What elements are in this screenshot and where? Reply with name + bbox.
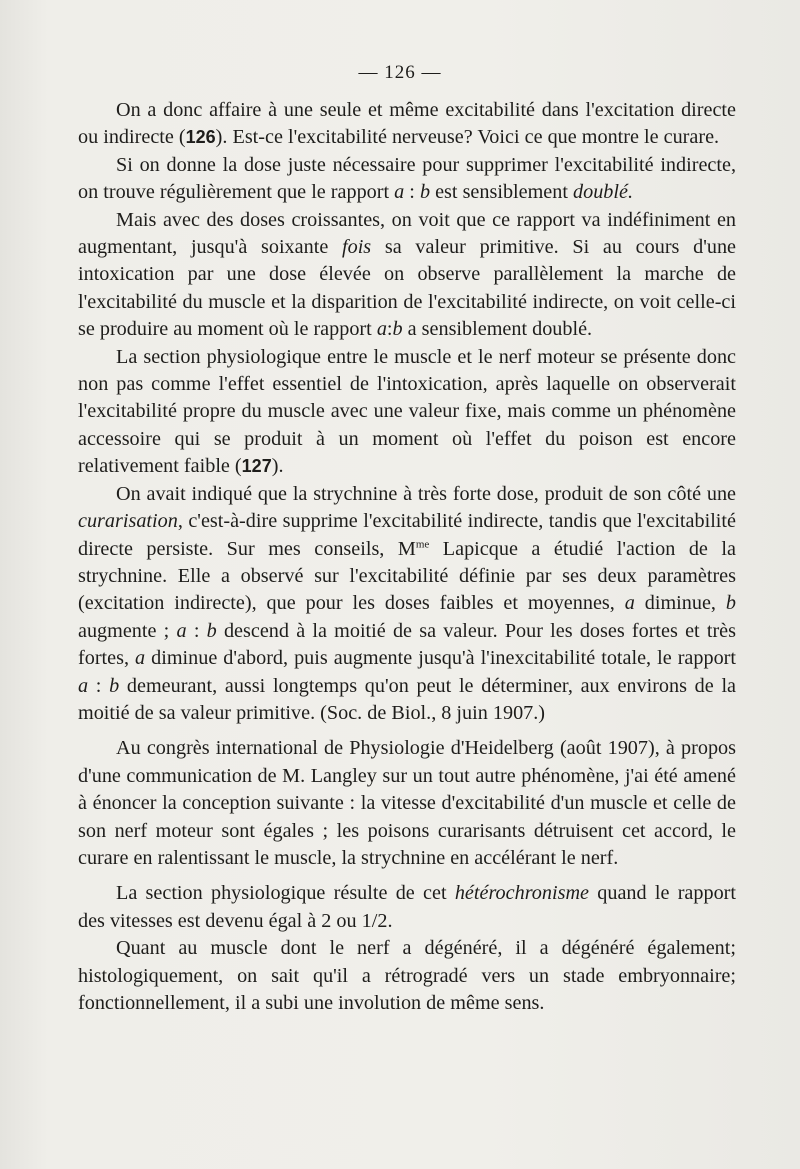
text-run: hétérochronisme (454, 882, 590, 905)
text-run: 126 (185, 127, 216, 148)
text-run: est sensiblement (430, 181, 574, 204)
text-run: me (415, 537, 430, 550)
text-run: quand le rapport des vitesses est devenu égal à 2 ou 1/2. (78, 882, 736, 932)
text-run: : (88, 674, 110, 697)
text-run: Mais avec des doses croissantes, on voit que ce rapport va indéfiniment en augmentant, jusqu'à soixante (78, 208, 736, 259)
paragraph-4 (78, 344, 736, 481)
text-run: Quant au muscle dont le nerf a dégénéré, il a dégénéré également; histologiquement, on sait qu'il a rétrogradé vers un stade embryonnaire; fonctionnellement, il a subi une involution de même sens. (78, 937, 736, 1014)
text-run: La section physiologique résulte de cet (116, 882, 455, 905)
text-run: a sensiblement doublé. (402, 318, 593, 341)
text-run: a (78, 674, 89, 697)
text-run: On a donc affaire à une seule et même excitabilité dans l'excitation directe ou indirecte ( (78, 99, 736, 149)
text-run: a (376, 318, 387, 341)
text-run: , c'est-à-dire supprime l'excitabilité indirecte, tandis que l'excitabilité directe persiste. Sur mes conseils, M (78, 510, 736, 560)
paragraph-8 (78, 935, 736, 1017)
text-run: Au congrès international de Physiologie d'Heidelberg (août 1907), à propos d'une communication de M. Langley sur un tout autre phénomène, j'ai été amené à énoncer la conception suivante : la vitesse d'excitabilité d'un muscle et celle de son nerf moteur sont égales ; les poisons curarisants détruisent cet accord, le curare en ralentissant le muscle, la strychnine en accélérant le nerf. (78, 737, 736, 869)
text-run: diminue, (634, 592, 726, 615)
text-run: doublé. (573, 181, 634, 204)
page-number: — 126 — (358, 62, 442, 83)
text-run: sa valeur primitive. Si au cours d'une intoxication par une dose élevée on observe parallèlement la marche de l'excitabilité du muscle et la disparition de l'excitabilité indirecte, on voit celle-ci se produire au moment où le rapport (78, 236, 736, 341)
text-run: fois (342, 236, 372, 259)
paragraph-7 (78, 880, 736, 935)
text-run: b (419, 181, 431, 204)
body-text (78, 97, 736, 1017)
text-run: ). Est-ce l'excitabilité nerveuse? Voici ce que montre le curare. (215, 126, 720, 149)
paragraph-2 (78, 152, 736, 207)
text-run: b (206, 619, 217, 642)
text-run: : (386, 318, 393, 341)
text-run: a (394, 181, 405, 204)
paragraph-1 (78, 97, 736, 152)
text-run: b (725, 592, 736, 615)
text-run: descend à la moitié de sa valeur. Pour les doses fortes et très fortes, (78, 619, 736, 670)
text-run: b (109, 674, 120, 697)
text-run: b (392, 318, 403, 341)
text-run: ). (271, 455, 284, 478)
paragraph-5 (78, 481, 736, 728)
text-run: diminue d'abord, puis augmente jusqu'à l'inexcitabilité totale, le rapport (145, 647, 736, 670)
text-run: : (186, 619, 207, 642)
text-run: : (404, 181, 420, 204)
text-run: Lapicque a étudié l'action de la strychnine. Elle a observé sur l'excitabilité définie par ses deux paramètres (excitation indirecte), que pour les doses faibles et moyennes, (78, 537, 736, 615)
paragraph-6 (78, 735, 736, 872)
text-run: a (176, 619, 187, 642)
text-run: demeurant, aussi longtemps qu'on peut le déterminer, aux environs de la moitié de sa valeur primitive. (Soc. de Biol., 8 juin 1907.) (78, 674, 737, 724)
paragraph-3 (78, 207, 736, 344)
text-run: a (135, 647, 146, 670)
text-run: On avait indiqué que la strychnine à très forte dose, produit de son côté une (116, 482, 736, 505)
text-run: Si on donne la dose juste nécessaire pour supprimer l'excitabilité indirecte, on trouve régulièrement que le rapport (78, 153, 736, 204)
text-run: augmente ; (78, 619, 177, 642)
text-run: curarisation (78, 510, 178, 533)
text-run: 127 (241, 456, 272, 477)
text-run: a (624, 592, 635, 615)
text-run: La section physiologique entre le muscle et le nerf moteur se présente donc non pas comme l'effet essentiel de l'intoxication, après laquelle on observerait l'excitabilité propre du muscle avec une valeur fixe, mais comme un phénomène accessoire qui se produit à un moment où l'effet du poison est encore relativement faible ( (78, 345, 736, 478)
